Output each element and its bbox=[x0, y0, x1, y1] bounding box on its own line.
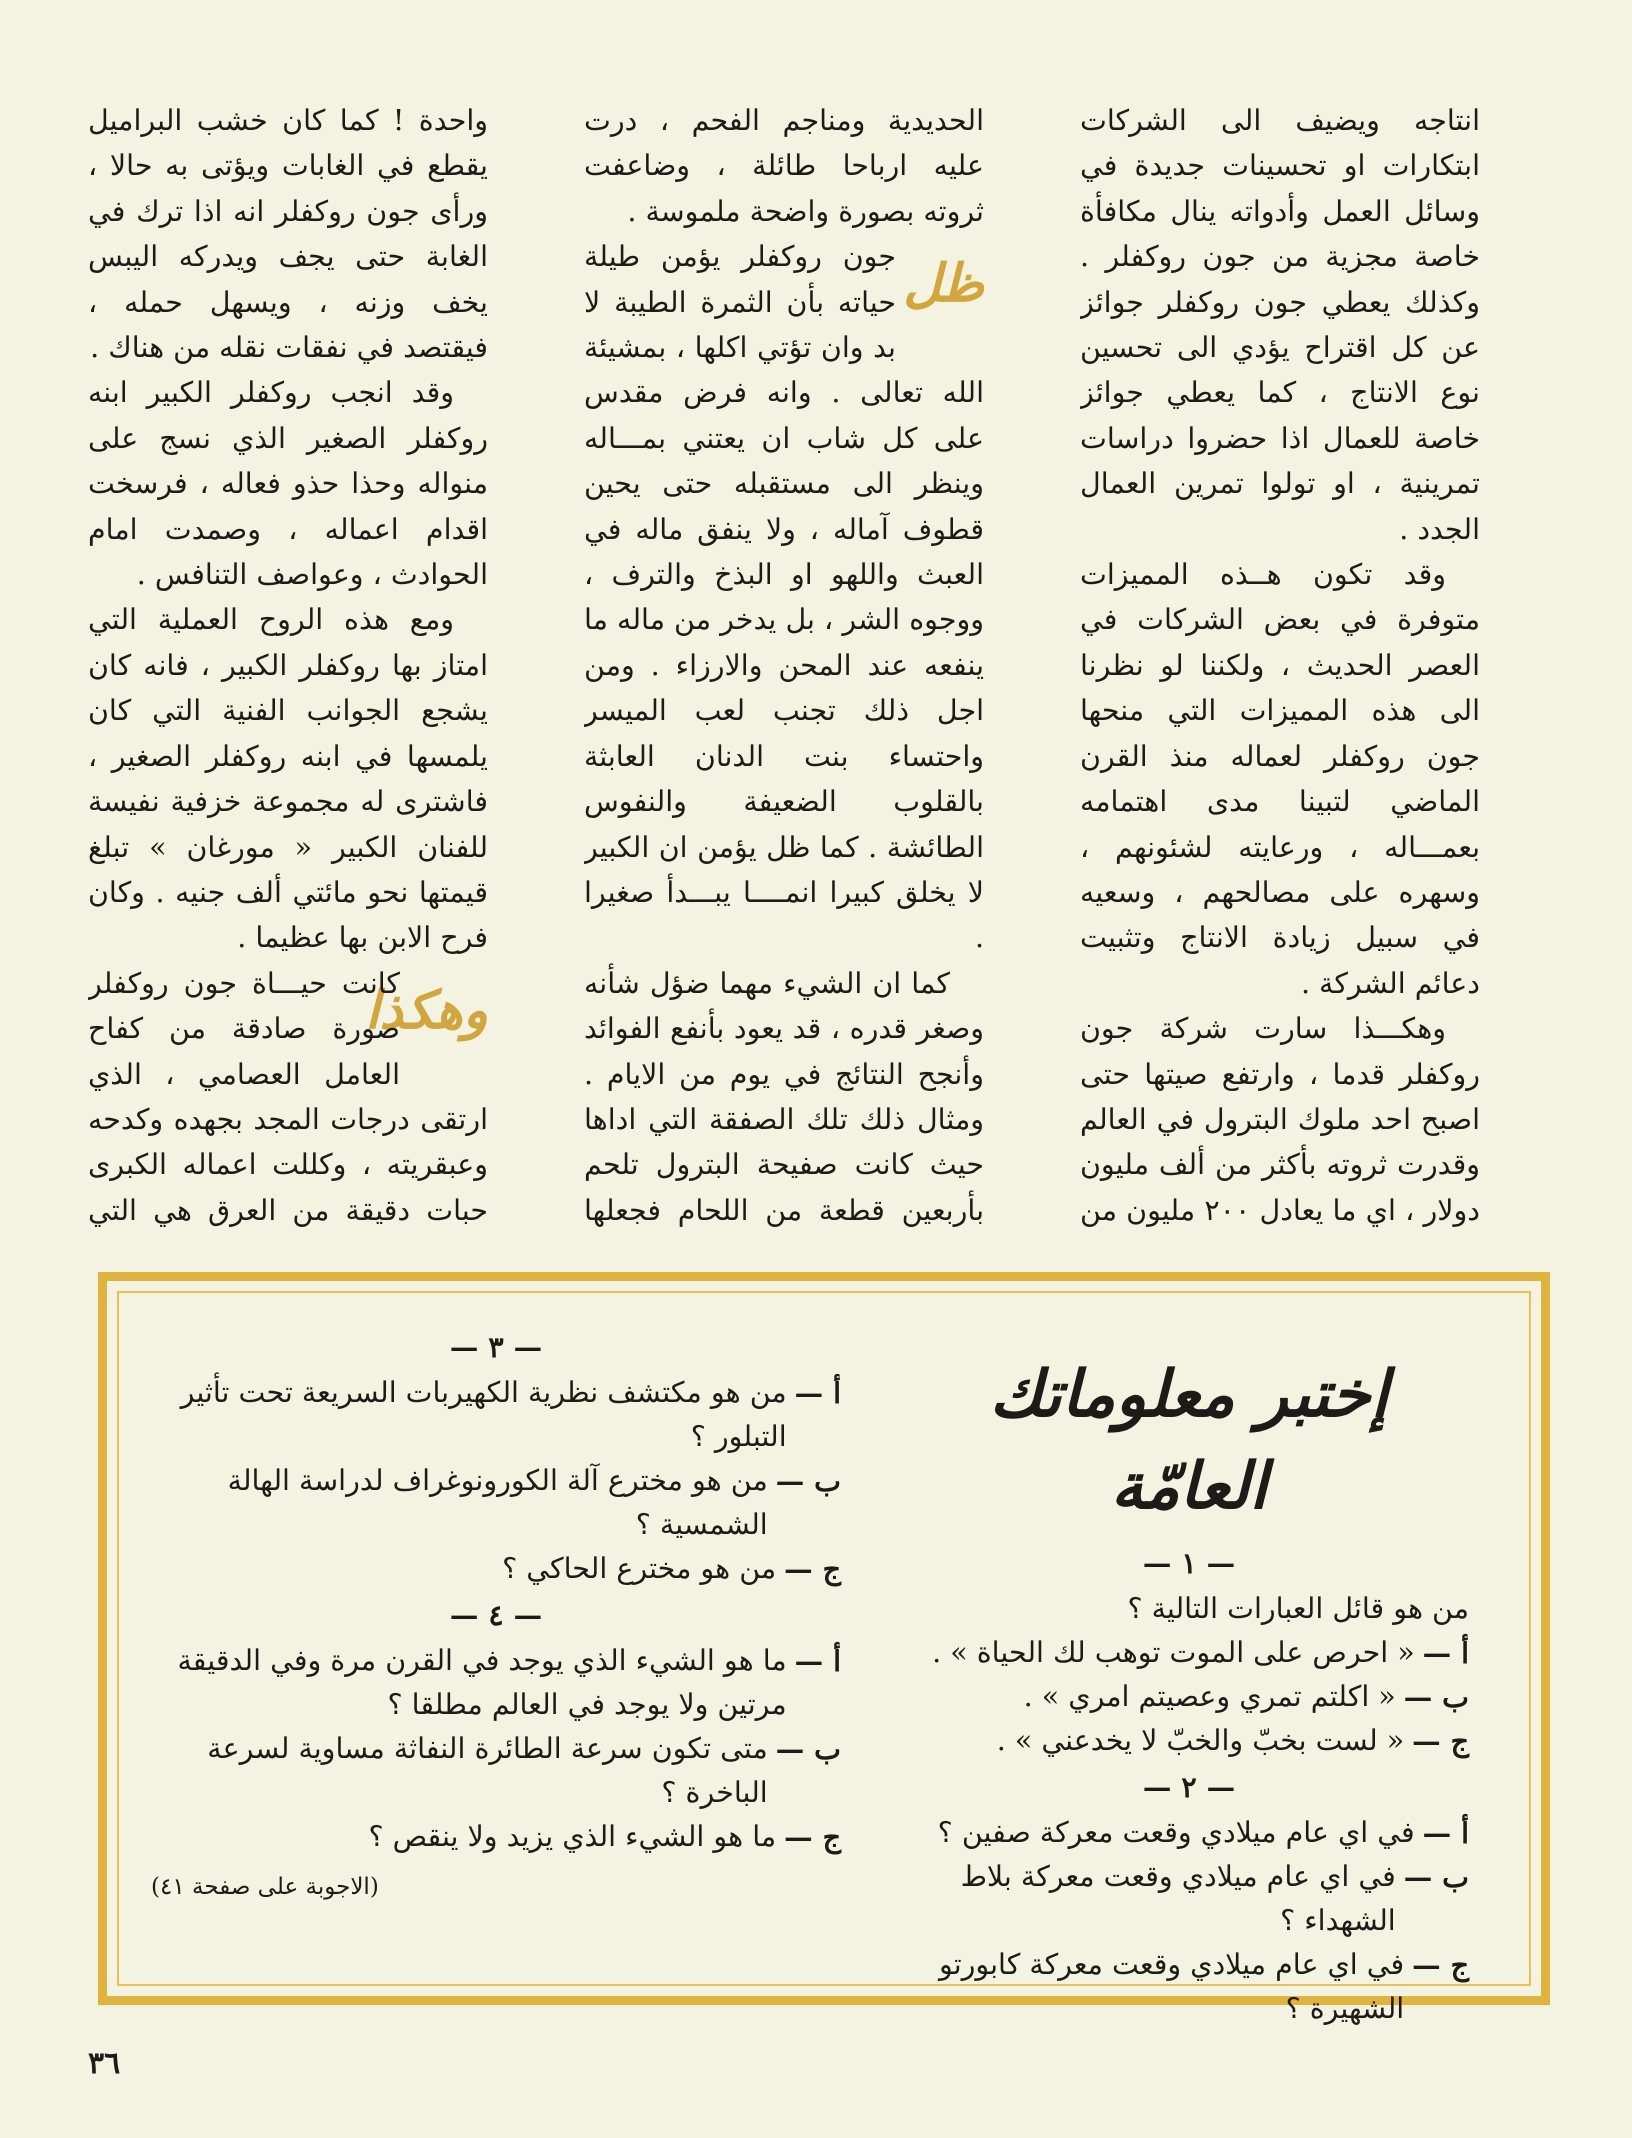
question-text: في اي عام ميلادي وقعت معركة صفين ؟ bbox=[937, 1816, 1415, 1849]
paragraph: جون روكفلر يؤمن طيلة حياته بأن الثمرة الطيبة لا بد وان تؤتي اكلها ، بمشيئة الله تعالى . وانه فرض مقدس على كل شاب ان يعتني بمـــاله وينظر الى مستقبله حتى يحين قطوف آماله ، ولا ينفق ماله في العبث واللهو او البذخ والترف ، ووجوه الشر ، بل يدخر من ماله ما ينفعه عند المحن والارزاء . ومن اجل ذلك تجنب لعب الميسر واحتساء بنت الدنان العابثة بالقلوب الضعيفة والنفوس الطائشة . كما ظل يؤمن ان الكبير لا يخلق كبيرا انمــــا يبـــدأ صغيرا . bbox=[584, 240, 984, 955]
paragraph: واحدة ! كما كان خشب البراميل يقطع في الغابات ويؤتى به حالا ، ورأى جون روكفلر انه اذا ترك في الغابة حتى يجف ويدركه اليبس يخف وزنه ، ويسهل حمله ، فيقتصد في نفقات نقله من هناك . bbox=[88, 104, 488, 365]
question-item bbox=[151, 1547, 841, 1591]
decorative-dropcap: وهكذا bbox=[365, 979, 488, 1041]
section-label: — ٣ — bbox=[449, 1330, 543, 1364]
quiz-inner-frame bbox=[117, 1291, 1531, 2025]
paragraph: وقد تكون هــذه المميزات متوفرة في بعض الشركات في العصر الحديث ، ولكننا لو نظرنا الى هذه المميزات التي منحها جون روكفلر لعماله منذ القرن الماضي لتبينا مدى اهتمامه بعمـــاله ، ورعايته لشئونهم ، وسهره على مصالحهم ، وسعيه في سبيل زيادة الانتاج وتثبيت دعائم الشركة . bbox=[1080, 558, 1480, 1000]
question-item bbox=[909, 1675, 1469, 1719]
question-item bbox=[151, 1371, 841, 1459]
question-text: من هو مكتشف نظرية الكهيربات السريعة تحت تأثير التبلور ؟ bbox=[180, 1376, 787, 1453]
paragraph: الحديدية ومناجم الفحم ، درت عليه ارباحا طائلة ، وضاعفت ثروته بصورة واضحة ملموسة . bbox=[584, 104, 984, 228]
article-column-3 bbox=[88, 98, 488, 1230]
article-column-1 bbox=[1080, 98, 1480, 1230]
answers-note: (الاجوبة على صفحة ٤١) bbox=[151, 1874, 379, 1900]
question-text: في اي عام ميلادي وقعت معركة بلاط الشهداء ؟ bbox=[960, 1860, 1396, 1937]
question-letter: أ — bbox=[1422, 1816, 1469, 1850]
question-text: من هو مخترع آلة الكورونوغراف لدراسة الهالة الشمسية ؟ bbox=[227, 1464, 768, 1541]
question-text: « اكلتم تمري وعصيتم امري » . bbox=[1023, 1680, 1396, 1713]
section-label: — ٤ — bbox=[449, 1598, 543, 1632]
question-text: في اي عام ميلادي وقعت معركة كابورتو الشهيرة ؟ bbox=[938, 1948, 1405, 2025]
question-item bbox=[151, 1815, 841, 1859]
quiz-box bbox=[98, 1272, 1550, 2025]
paragraph: ومع هذه الروح العملية التي امتاز بها روكفلر الكبير ، فانه كان يشجع الجوانب الفنية التي كان يلمسها في ابنه روكفلر الصغير ، فاشترى له مجموعة خزفية نفيسة للفنان الكبير « مورغان » تبلغ قيمتها نحو مائتي ألف جنيه . وكان فرح الابن بها عظيما . bbox=[88, 603, 488, 955]
question-item bbox=[909, 1855, 1469, 1943]
section-label: — ١ — bbox=[1142, 1546, 1236, 1580]
question-letter: أ — bbox=[794, 1376, 841, 1410]
question-letter: ب — bbox=[1403, 1680, 1469, 1714]
question-text: « لست بخبّ والخبّ لا يخدعني » . bbox=[996, 1724, 1405, 1757]
question-letter: أ — bbox=[1422, 1636, 1469, 1670]
quiz-title: إختبر معلوماتك العامّة bbox=[989, 1357, 1389, 1524]
question-item bbox=[151, 1639, 841, 1727]
question-letter: ج — bbox=[1412, 1724, 1469, 1758]
decorative-dropcap: ظل bbox=[903, 253, 984, 315]
question-letter: ب — bbox=[1403, 1860, 1469, 1894]
paragraph: انتاجه ويضيف الى الشركات ابتكارات او تحسينات جديدة في وسائل العمل وأدواته ينال مكافأة خاصة مجزية من جون روكفلر . وكذلك يعطي جون روكفلر جوائز عن كل اقتراح يؤدي الى تحسين نوع الانتاج ، كما يعطي جوائز خاصة للعمال اذا حضروا دراسات تمرينية ، او تولوا تمرين العمال الجدد . bbox=[1080, 104, 1480, 546]
question-item bbox=[151, 1459, 841, 1547]
question-letter: أ — bbox=[794, 1644, 841, 1678]
question-item bbox=[909, 1943, 1469, 2031]
question-text: « احرص على الموت توهب لك الحياة » . bbox=[932, 1636, 1415, 1669]
question-text: ما هو الشيء الذي يزيد ولا ينقص ؟ bbox=[368, 1820, 777, 1853]
question-text: ما هو الشيء الذي يوجد في القرن مرة وفي الدقيقة مرتين ولا يوجد في العالم مطلقا ؟ bbox=[177, 1644, 787, 1721]
paragraph: كانت حيـــاة جون روكفلر صورة صادقة من كفاح العامل العصامي ، الذي ارتقى درجات المجد بجهده وكدحه وعبقريته ، وكللت اعماله الكبرى حبات دقيقة من العرق هي التي bbox=[88, 966, 488, 1227]
paragraph: وقد انجب روكفلر الكبير ابنه روكفلر الصغير الذي نسج على منواله وحذا حذو فعاله ، فرسخت اقدام اعماله ، وصمدت امام الحوادث ، وعواصف التنافس . bbox=[88, 376, 488, 592]
question-letter: ج — bbox=[1412, 1948, 1469, 1982]
question-letter: ج — bbox=[784, 1552, 841, 1586]
question-intro: من هو قائل العبارات التالية ؟ bbox=[1127, 1592, 1469, 1625]
article-column-2 bbox=[584, 98, 984, 1230]
paragraph: كما ان الشيء مهما ضؤل شأنه وصغر قدره ، قد يعود بأنفع الفوائد وأنجح النتائج في يوم من الايام . ومثال ذلك تلك الصفقة التي اداها حيث كانت صفيحة البترول تلحم بأربعين قطعة من اللحام فجعلها bbox=[584, 966, 984, 1227]
question-item bbox=[909, 1811, 1469, 1855]
question-item bbox=[909, 1719, 1469, 1763]
quiz-left-panel bbox=[151, 1323, 841, 1909]
question-item bbox=[151, 1727, 841, 1815]
question-letter: ب — bbox=[775, 1732, 841, 1766]
question-item bbox=[909, 1631, 1469, 1675]
quiz-right-panel bbox=[909, 1349, 1469, 2031]
question-letter: ب — bbox=[775, 1464, 841, 1498]
paragraph: وهكـــذا سارت شركة جون روكفلر قدما ، وارتفع صيتها حتى اصبح احد ملوك البترول في العالم وقدرت ثروته بأكثر من ألف مليون دولار ، اي ما يعادل ٢٠٠ مليون من bbox=[1080, 1012, 1480, 1227]
question-text: من هو مخترع الحاكي ؟ bbox=[502, 1552, 777, 1585]
question-letter: ج — bbox=[784, 1820, 841, 1854]
page-number: ٣٦ bbox=[88, 2046, 121, 2081]
section-label: — ٢ — bbox=[1142, 1770, 1236, 1804]
question-text: متى تكون سرعة الطائرة النفاثة مساوية لسرعة الباخرة ؟ bbox=[207, 1732, 768, 1809]
